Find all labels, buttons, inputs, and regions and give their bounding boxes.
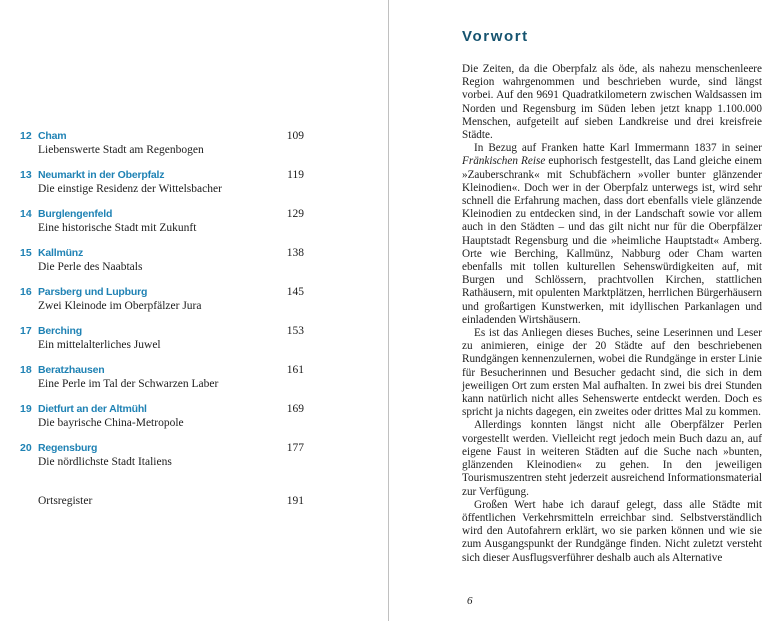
text-run: euphorisch festgestellt, das Land gleiche einem »Zauberschrank« mit Schubfächern »voller bunter glänzender Kleinodien«. Doch wer in der Oberpfalz unterwegs ist, wird sehr schnell die Erfahrung machen, dass dort ebenfalls viele glänzende Kleinodien zu entdecken sind, in der Landschaft sowie vor allem auch in den Städten – und das gilt nicht nur für die Oberpfälzer Hauptstadt Regensburg und die »heimliche Hauptstadt« Amberg. Orte wie Berching, Kallmünz, Nabburg oder Cham warten ebenfalls mit tollen kulturellen Sehenswürdigkeiten auf, mit Burgen und Schlössern, prachtvollen Kirchen, stattlichen Rathäusern, mit opulenten Marktplätzen, herrlichen Bürgerhäusern und großartigen Kunstwerken, mit idyllischen Parkanlagen und einladenden Wirtshäusern.	[462, 155, 762, 326]
toc-entry-line	[20, 129, 304, 143]
toc-page-number: 169	[286, 403, 304, 415]
toc-entry-line	[20, 441, 304, 455]
toc-entry-line	[20, 402, 304, 416]
toc-chapter-number: 12	[20, 130, 32, 142]
toc-entry	[20, 129, 304, 157]
toc-entry-line	[20, 246, 304, 260]
toc-page-number: 161	[286, 364, 304, 376]
text-run: Großen Wert habe ich darauf gelegt, dass alle Städte mit öffentlichen Verkehrsmitteln erreichbar sind. Selbstverständlich wird den Autofahrern erklärt, wo sie parken können und wie sie zum Ausgangspunkt der Rundgänge finden. Nicht zuletzt versteht sich dieser Ausflugsverführer deshalb auch als Alternative	[462, 498, 762, 564]
toc-page-number: 177	[286, 442, 304, 454]
toc-chapter-number: 13	[20, 169, 32, 181]
toc-entry	[20, 402, 304, 430]
toc-page-number: 129	[286, 208, 304, 220]
toc-chapter-subtitle: Die bayrische China-Metropole	[38, 417, 184, 429]
toc-chapter-subtitle: Die Perle des Naabtals	[38, 261, 143, 273]
text-run: Es ist das Anliegen dieses Buches, seine Leserinnen und Leser zu animieren, einige der 20 Städte auf den beschriebenen Rundgängen kennenzulernen, wobei die Rundgänge in erster Linie für Besucherinnen und Besucher gedacht sind, die sich in dem jeweiligen Ort zum ersten Mal aufhalten. In zwei bis drei Stunden kann natürlich nicht alles Sehenswerte entdeckt werden. Doch es spricht ja nichts dagegen, ein zweites oder drittes Mal zu kommen.	[462, 327, 762, 419]
toc-chapter-title: Regensburg	[38, 442, 98, 454]
paragraph	[462, 63, 762, 142]
toc-entry-line	[20, 285, 304, 299]
toc-chapter-number: 20	[20, 442, 32, 454]
toc-chapter-title: Berching	[38, 325, 82, 337]
foreword-body	[462, 63, 762, 565]
toc-entry-line	[20, 207, 304, 221]
toc-page-number: 109	[286, 130, 304, 142]
toc-chapter-subtitle: Eine historische Stadt mit Zukunft	[38, 222, 197, 234]
text-run: Allerdings konnten längst nicht alle Oberpfälzer Perlen vorgestellt werden. Vielleicht regt jedoch mein Buch dazu an, auf eigene Faust in weiteren Städten auf die Suche nach »bunten, glänzenden Kleinodien« zu gehen. In den jeweiligen Tourismuszentren steht jederzeit ausreichend Informationsmaterial zur Verfügung.	[462, 419, 762, 498]
toc-chapter-title: Parsberg und Lupburg	[38, 286, 148, 298]
toc-chapter-title: Dietfurt an der Altmühl	[38, 403, 147, 415]
toc-entry	[20, 285, 304, 313]
toc-entry-line	[20, 324, 304, 338]
toc-chapter-subtitle: Ein mittelalterliches Juwel	[38, 339, 161, 351]
italic-text: Fränkischen Reise	[462, 155, 546, 168]
toc-chapter-title: Burglengenfeld	[38, 208, 113, 220]
toc-chapter-number: 15	[20, 247, 32, 259]
toc-chapter-title: Neumarkt in der Oberpfalz	[38, 169, 165, 181]
right-page	[389, 0, 777, 621]
toc-chapter-subtitle: Liebenswerte Stadt am Regenbogen	[38, 144, 204, 156]
toc-page-number: 153	[286, 325, 304, 337]
toc-entry	[20, 207, 304, 235]
toc-entry	[20, 324, 304, 352]
paragraph	[462, 499, 762, 565]
toc-chapter-number: 19	[20, 403, 32, 415]
toc-entry	[20, 168, 304, 196]
toc-chapter-number: 18	[20, 364, 32, 376]
toc-page-number: 191	[286, 495, 304, 507]
paragraph	[462, 142, 762, 327]
toc-chapter-subtitle: Die einstige Residenz der Wittelsbacher	[38, 183, 222, 195]
toc-chapter-subtitle: Die nördlichste Stadt Italiens	[38, 456, 172, 468]
text-run: In Bezug auf Franken hatte Karl Immermann 1837 in seiner	[474, 142, 762, 155]
toc-chapter-title: Kallmünz	[38, 247, 84, 259]
toc-chapter-number: 14	[20, 208, 32, 220]
toc-entry	[20, 441, 304, 469]
toc-entry-line	[20, 363, 304, 377]
toc-register-label: Ortsregister	[38, 495, 93, 507]
page-number: 6	[467, 595, 473, 607]
toc-chapter-subtitle: Zwei Kleinode im Oberpfälzer Jura	[38, 300, 202, 312]
toc-chapter-title: Beratzhausen	[38, 364, 105, 376]
toc-chapter-number: 16	[20, 286, 32, 298]
toc-entry	[20, 363, 304, 391]
foreword-section	[462, 28, 762, 565]
toc-entry	[20, 246, 304, 274]
toc-page-number: 138	[286, 247, 304, 259]
toc-page-number: 119	[287, 169, 304, 181]
text-run: Die Zeiten, da die Oberpfalz als öde, als nahezu menschenleere Region wahrgenommen und beschrieben wurde, sind längst vorbei. Auf den 9691 Quadratkilometern zwischen Waldsassen im Norden und Regensburg im Süden leben jetzt knapp 1.100.000 Menschen, aufgeteilt auf sieben Landkreise und drei kreisfreie Städte.	[462, 63, 762, 142]
toc-chapter-subtitle: Eine Perle im Tal der Schwarzen Laber	[38, 378, 219, 390]
toc-chapter-title: Cham	[38, 130, 67, 142]
paragraph	[462, 419, 762, 498]
table-of-contents	[20, 129, 304, 508]
toc-page-number: 145	[286, 286, 304, 298]
left-page	[0, 0, 388, 621]
paragraph	[462, 327, 762, 419]
toc-chapter-number: 17	[20, 325, 32, 337]
toc-register-row	[20, 494, 304, 508]
toc-entry-line	[20, 168, 304, 182]
page-title: Vorwort	[462, 28, 529, 45]
